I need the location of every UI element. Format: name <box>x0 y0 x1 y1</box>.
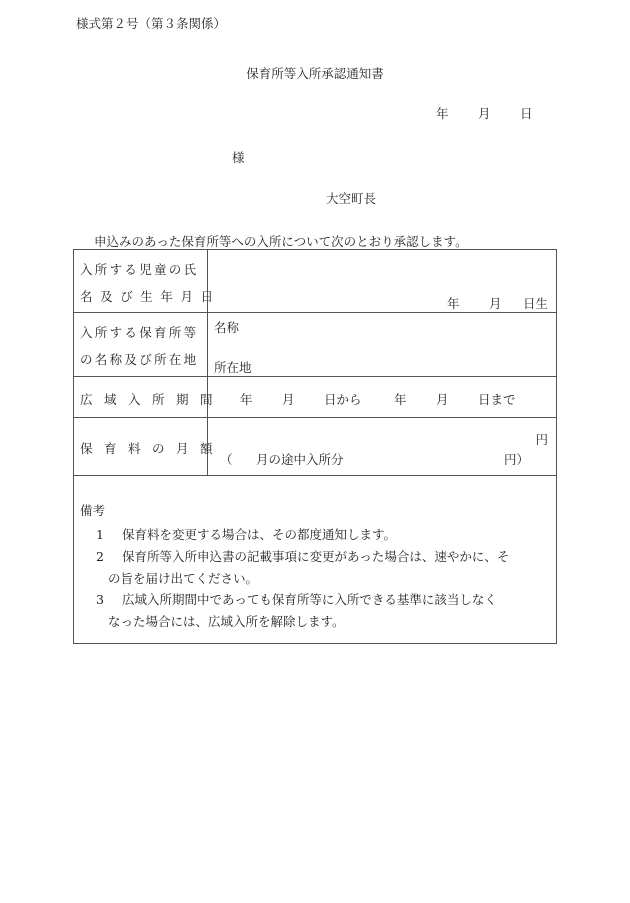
period-end-month: 月 <box>436 392 449 407</box>
fee-label: 保育料の月額 <box>80 441 225 456</box>
fee-midmonth-note <box>220 450 529 468</box>
facility-row <box>74 313 557 377</box>
remark-item-1 <box>96 525 396 543</box>
addressee-suffix: 様 <box>232 150 245 165</box>
fee-label-cell <box>74 418 225 476</box>
remark-number: 1 <box>96 527 104 542</box>
remark-text: 保育料を変更する場合は、その都度通知します。 <box>122 527 397 542</box>
remark-text: 保育所等入所申込書の記載事項に変更があった場合は、速やかに、そ <box>122 549 510 564</box>
fee-midmonth-text: 月の途中入所分 <box>256 452 344 467</box>
period-row <box>74 377 557 418</box>
remark-number: 3 <box>96 592 104 607</box>
birth-year: 年 <box>446 296 460 311</box>
fee-midmonth-close: 円） <box>504 452 530 467</box>
issue-date-day: 日 <box>520 106 533 121</box>
intro-text: 申込みのあった保育所等への入所について次のとおり承認します。 <box>94 234 468 249</box>
remarks-row <box>74 476 557 644</box>
document-title: 保育所等入所承認通知書 <box>246 66 384 81</box>
period-end-day: 日まで <box>478 392 516 407</box>
child-label-cell <box>74 250 221 313</box>
period-start-day: 日から <box>324 392 362 407</box>
issue-date-month: 月 <box>478 106 491 121</box>
fee-value-cell <box>208 418 557 476</box>
facility-label-line2: の名称及び所在地 <box>80 352 199 367</box>
remark-text: 広域入所期間中であっても保育所等に入所できる基準に該当しなく <box>122 592 497 607</box>
issuer: 大空町長 <box>326 191 377 206</box>
remark-continuation: の旨を届け出てください。 <box>108 571 259 586</box>
facility-label-line1: 入所する保育所等 <box>80 325 199 340</box>
remarks-cell <box>74 476 557 644</box>
remark-number: 2 <box>96 549 104 564</box>
period-start-month: 月 <box>282 392 295 407</box>
child-value-cell <box>208 250 557 313</box>
period-end-year: 年 <box>394 392 407 407</box>
remark-item-3 <box>96 590 497 608</box>
facility-location-label: 所在地 <box>214 360 252 375</box>
fee-row <box>74 418 557 476</box>
facility-label-cell <box>74 313 208 377</box>
period-label: 広域入所期間 <box>80 392 225 407</box>
fee-midmonth-open: （ <box>220 452 233 467</box>
issue-date-year: 年 <box>436 106 449 121</box>
period-range <box>240 390 516 408</box>
remark-continuation: なった場合には、広域入所を解除します。 <box>108 614 345 629</box>
child-label-line2: 名及び生年月日 <box>80 289 221 304</box>
approval-table <box>73 249 557 644</box>
facility-value-cell <box>208 313 557 377</box>
child-label-line1: 入所する児童の氏 <box>80 262 199 277</box>
child-row <box>74 250 557 313</box>
birth-date <box>447 294 548 312</box>
period-start-year: 年 <box>240 392 253 407</box>
birth-day: 日生 <box>522 296 548 311</box>
period-label-cell <box>74 377 225 418</box>
facility-name-label: 名称 <box>214 320 240 335</box>
period-value-cell <box>208 377 557 418</box>
form-number: 様式第２号（第３条関係） <box>76 16 227 31</box>
remarks-title: 備考 <box>80 503 106 518</box>
birth-month: 月 <box>488 296 502 311</box>
remark-item-2 <box>96 547 509 565</box>
fee-unit: 円 <box>535 432 548 447</box>
issue-date <box>436 104 533 122</box>
